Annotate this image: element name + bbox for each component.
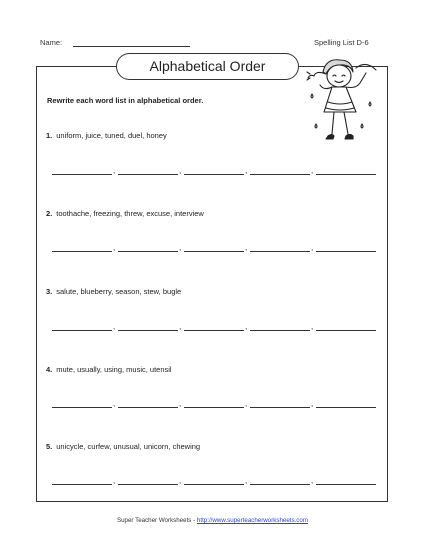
answer-row-2 [52,241,382,253]
footer-link[interactable]: http://www.superteacherworksheets.com [196,517,309,524]
comma: , [245,243,248,252]
answer-blank[interactable] [250,320,310,331]
footer-separator: - [193,517,196,524]
name-label: Name: [40,38,63,47]
comma: , [311,322,314,331]
answer-blank[interactable] [250,474,310,485]
answer-blank[interactable] [52,474,112,485]
answer-blank[interactable] [184,320,244,331]
answer-row-4 [52,397,382,409]
question-number: 2. [46,209,53,218]
answer-row-3 [52,320,382,332]
answer-blank[interactable] [184,397,244,408]
question-words: unicycle, curfew, unusual, unicorn, chewing [56,442,201,451]
answer-blank[interactable] [52,164,112,175]
answer-blank[interactable] [250,241,310,252]
comma: , [113,166,116,175]
answer-row-5 [52,474,382,486]
question-words: mute, usually, using, music, utensil [56,365,172,374]
answer-blank[interactable] [118,164,178,175]
question-3 [46,287,181,296]
answer-blank[interactable] [52,397,112,408]
answer-blank[interactable] [118,320,178,331]
question-words: toothache, freezing, threw, excuse, interview [56,209,204,218]
page-title: Alphabetical Order [116,53,299,80]
question-2 [46,209,204,218]
comma: , [113,399,116,408]
comma: , [113,243,116,252]
comma: , [311,243,314,252]
comma: , [245,399,248,408]
answer-blank[interactable] [316,474,376,485]
answer-blank[interactable] [118,397,178,408]
answer-blank[interactable] [52,320,112,331]
comma: , [179,166,182,175]
comma: , [245,166,248,175]
comma: , [245,476,248,485]
comma: , [179,476,182,485]
comma: , [179,243,182,252]
comma: , [311,399,314,408]
comma: , [179,399,182,408]
footer-brand: Super Teacher Worksheets [116,517,192,524]
comma: , [311,166,314,175]
question-number: 3. [46,287,53,296]
question-words: uniform, juice, tuned, duel, honey [56,131,167,140]
comma: , [113,322,116,331]
answer-blank[interactable] [250,397,310,408]
question-number: 5. [46,442,53,451]
answer-blank[interactable] [316,320,376,331]
answer-blank[interactable] [316,397,376,408]
girl-with-umbrella-icon [306,54,386,158]
question-number: 4. [46,365,53,374]
answer-blank[interactable] [52,241,112,252]
answer-blank[interactable] [184,474,244,485]
answer-blank[interactable] [184,164,244,175]
footer [0,517,425,524]
instructions: Rewrite each word list in alphabetical order. [47,96,204,105]
name-field-line[interactable] [73,46,190,47]
comma: , [245,322,248,331]
answer-blank[interactable] [316,164,376,175]
question-number: 1. [46,131,53,140]
spelling-list-label: Spelling List D-6 [314,38,369,47]
answer-row-1 [52,164,382,176]
comma: , [179,322,182,331]
answer-blank[interactable] [184,241,244,252]
answer-blank[interactable] [118,474,178,485]
comma: , [113,476,116,485]
answer-blank[interactable] [316,241,376,252]
question-4 [46,365,172,374]
question-5 [46,442,200,451]
answer-blank[interactable] [250,164,310,175]
question-1 [46,131,167,140]
comma: , [311,476,314,485]
answer-blank[interactable] [118,241,178,252]
question-words: salute, blueberry, season, stew, bugle [56,287,182,296]
